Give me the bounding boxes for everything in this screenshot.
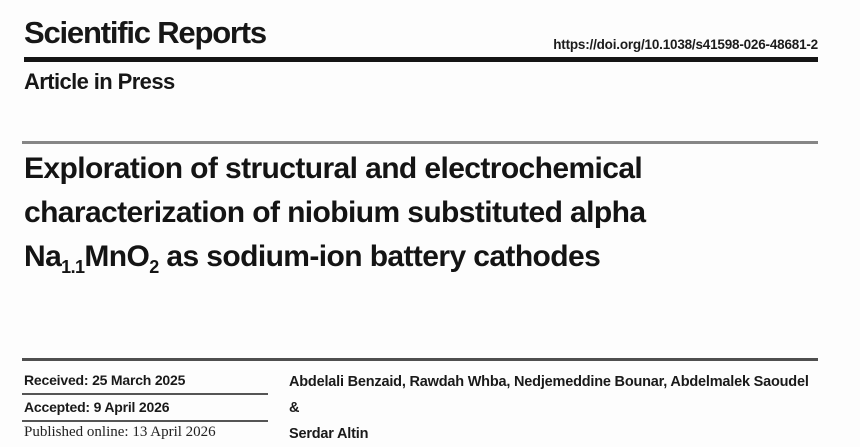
- authors-line-2: Serdar Altin: [289, 426, 369, 442]
- received-date-row: [24, 372, 185, 388]
- published-date: 13 April 2026: [132, 424, 216, 440]
- accepted-date-row: [24, 399, 169, 415]
- formula-subscript-2: 2: [149, 257, 159, 277]
- title-top-rule: [22, 141, 818, 144]
- doi-link[interactable]: https://doi.org/10.1038/s41598-026-48681-2: [553, 37, 818, 52]
- accepted-divider: [22, 420, 268, 422]
- published-label: Published online:: [24, 424, 129, 440]
- published-date-row: [24, 424, 216, 441]
- formula-mid: MnO: [84, 240, 150, 273]
- article-in-press-label: Article in Press: [24, 69, 175, 94]
- formula-prefix: Na: [24, 240, 62, 273]
- received-label: Received:: [24, 372, 89, 388]
- footer-top-rule: [22, 358, 818, 361]
- title-line-2: characterization of niobium substituted alpha: [24, 196, 646, 229]
- header-rule: [24, 57, 818, 62]
- authors: [289, 369, 809, 447]
- journal-name: Scientific Reports: [24, 15, 266, 50]
- received-divider: [22, 393, 268, 395]
- article-title: [24, 147, 804, 279]
- title-line-1: Exploration of structural and electrochemical: [24, 152, 643, 185]
- accepted-date: 9 April 2026: [93, 399, 170, 415]
- formula-subscript-1: 1.1: [61, 257, 85, 277]
- accepted-label: Accepted:: [24, 399, 90, 415]
- authors-line-1: Abdelali Benzaid, Rawdah Whba, Nedjemeddine Bounar, Abdelmalek Saoudel &: [289, 374, 809, 416]
- title-line-3: [24, 240, 601, 277]
- title-line-3-rest: as sodium-ion battery cathodes: [158, 240, 601, 273]
- received-date: 25 March 2025: [92, 372, 186, 388]
